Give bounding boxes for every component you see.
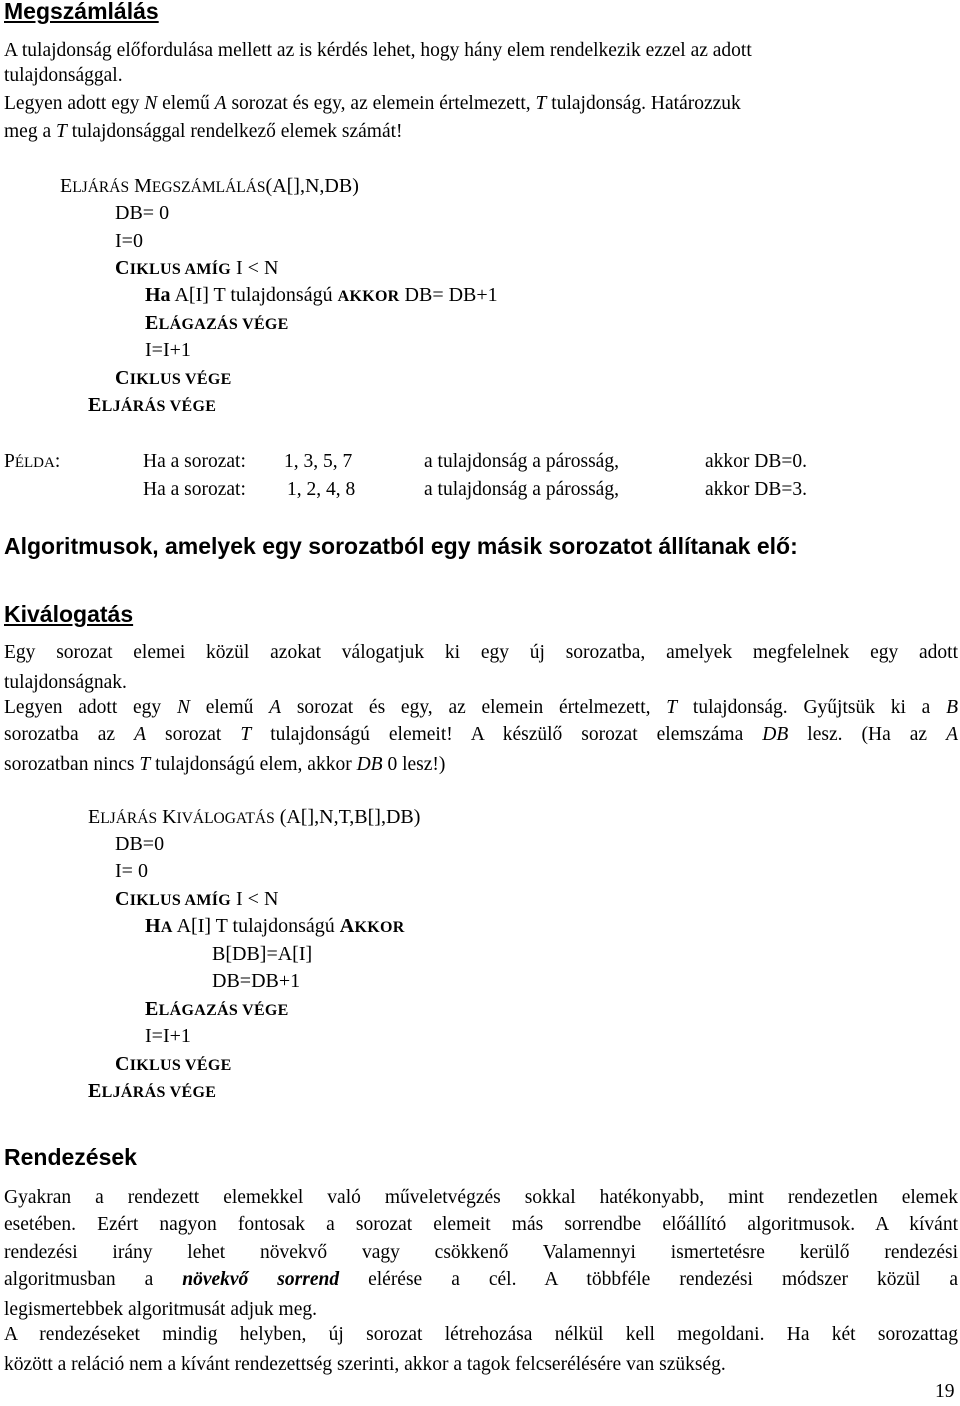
paragraph-line: Legyen adott egy N elemű A sorozat és egy, az elemein értelmezett, T tulajdonság. Gyűjtsük ki a B — [4, 697, 959, 718]
example-label: PÉLDA: — [4, 451, 61, 472]
section-title-kivalogatas: Kiválogatás — [4, 601, 134, 627]
paragraph-line: Gyakran a rendezett elemekkel való műveletvégzés sokkal hatékonyabb, mint rendezetlen elemek — [4, 1187, 958, 1208]
paragraph-line: között a reláció nem a kívánt rendezettség szerinti, akkor a tagok felcserélésére van szükség. — [4, 1354, 726, 1375]
paragraph-line: legismertebbek algoritmusát adjuk meg. — [4, 1299, 317, 1320]
paragraph-line: algoritmusban a növekvő sorrend elérése a cél. A többféle rendezési módszer közül a — [4, 1269, 959, 1290]
algo-loop-end: CIKLUS VÉGE — [115, 1053, 232, 1075]
algo-loop-start: CIKLUS AMÍG I < N — [115, 257, 279, 279]
section-title-rendezesek: Rendezések — [4, 1144, 137, 1170]
algo-if-line: Ha A[I] T tulajdonságú AKKOR DB= DB+1 — [145, 284, 498, 306]
page-number: 19 — [935, 1381, 955, 1402]
algo-end: ELJÁRÁS VÉGE — [88, 1080, 217, 1102]
paragraph-line: A rendezéseket mindig helyben, új sorozat létrehozása nélkül kell megoldani. Ha két sorozattag — [4, 1324, 958, 1345]
algo-header: ELJÁRÁS KIVÁLOGATÁS (A[],N,T,B[],DB) — [88, 806, 421, 828]
algo-end: ELJÁRÁS VÉGE — [88, 394, 217, 416]
example-row-1-a: Ha a sorozat: — [143, 451, 246, 472]
example-row-1-c: a tulajdonság a párosság, — [424, 451, 619, 472]
algo-line: I=I+1 — [145, 1025, 191, 1047]
algo-line: B[DB]=A[I] — [212, 943, 313, 965]
paragraph-line: esetében. Ezért nagyon fontosak a sorozat elemeit más sorrendbe előállító algoritmusok. A kívánt — [4, 1214, 958, 1235]
example-row-2-a: Ha a sorozat: — [143, 479, 246, 500]
example-row-2-c: a tulajdonság a párosság, — [424, 479, 619, 500]
algo-line: DB=0 — [115, 833, 165, 855]
paragraph-line: sorozatban nincs T tulajdonságú elem, akkor DB 0 lesz!) — [4, 754, 446, 775]
example-row-1-d: akkor DB=0. — [705, 451, 807, 472]
example-row-2-d: akkor DB=3. — [705, 479, 807, 500]
section-title-megszamlalas: Megszámlálás — [4, 0, 159, 24]
algo-header: ELJÁRÁS MEGSZÁMLÁLÁS(A[],N,DB) — [60, 175, 359, 197]
paragraph-line: tulajdonságnak. — [4, 672, 127, 693]
section-heading: Algoritmusok, amelyek egy sorozatból egy másik sorozatot állítanak elő: — [4, 533, 798, 559]
paragraph-line: tulajdonsággal. — [4, 65, 123, 86]
algo-line: DB=DB+1 — [212, 970, 301, 992]
paragraph-line: rendezési irány lehet növekvő vagy csökkenő Valamennyi ismertetésre kerülő rendezési — [4, 1242, 958, 1263]
paragraph-line: meg a T tulajdonsággal rendelkező elemek számát! — [4, 121, 403, 142]
paragraph-line: A tulajdonság előfordulása mellett az is kérdés lehet, hogy hány elem rendelkezik ezzel az adott — [4, 40, 752, 61]
paragraph-line: Egy sorozat elemei közül azokat válogatjuk ki egy új sorozatba, amelyek megfelelnek egy adott — [4, 642, 958, 663]
algo-line: DB= 0 — [115, 202, 170, 224]
algo-loop-end: CIKLUS VÉGE — [115, 367, 232, 389]
algo-loop-start: CIKLUS AMÍG I < N — [115, 888, 279, 910]
algo-if-end: ELÁGAZÁS VÉGE — [145, 998, 289, 1020]
algo-line: I=I+1 — [145, 339, 191, 361]
example-row-1-b: 1, 3, 5, 7 — [284, 451, 353, 472]
algo-line: I=0 — [115, 230, 143, 252]
paragraph-line: Legyen adott egy N elemű A sorozat és egy, az elemein értelmezett, T tulajdonság. Határozzuk — [4, 93, 741, 114]
algo-if-line: HA A[I] T tulajdonságú AKKOR — [145, 915, 405, 937]
paragraph-line: sorozatba az A sorozat T tulajdonságú elemeit! A készülő sorozat elemszáma DB lesz. (Ha az A — [4, 724, 958, 745]
algo-if-end: ELÁGAZÁS VÉGE — [145, 312, 289, 334]
algo-line: I= 0 — [115, 860, 148, 882]
example-row-2-b: 1, 2, 4, 8 — [287, 479, 356, 500]
